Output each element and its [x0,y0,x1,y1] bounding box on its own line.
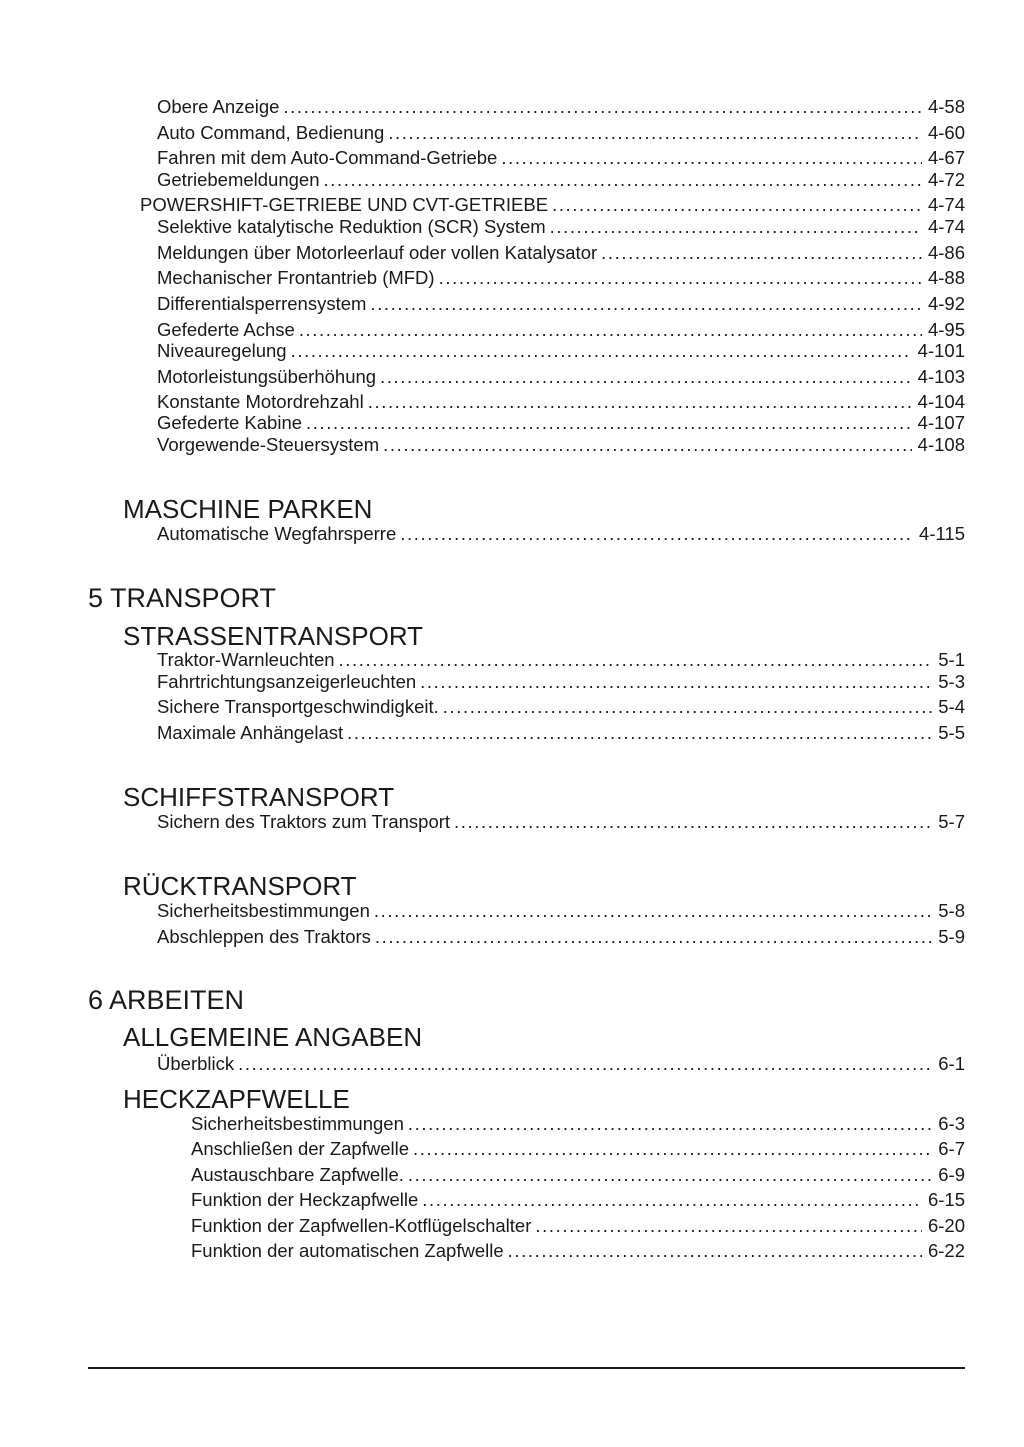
toc-entry-label: Funktion der Zapfwellen-Kotflügelschalter [191,1215,532,1236]
toc-entry-page: 4-58 [927,96,965,117]
leader-dots [439,267,922,289]
leader-dots [324,169,922,191]
toc-entry-page: 4-88 [927,267,965,288]
leader-dots [535,1215,922,1237]
leader-dots [422,1189,922,1211]
toc-entry-page: 6-7 [938,1138,965,1159]
toc-entry-label: Obere Anzeige [157,96,280,117]
section-heading-schiffstransport[interactable]: SCHIFFSTRANSPORT [123,782,395,812]
chapter-heading-transport[interactable]: 5 TRANSPORT [88,583,277,613]
leader-dots [501,147,922,169]
leader-dots [388,122,922,144]
toc-entry-page: 4-86 [927,242,965,263]
toc-entry[interactable] [157,1053,965,1075]
footer-divider [88,1367,965,1369]
toc-entry-label: Konstante Motordrehzahl [157,391,364,412]
section-heading-allgemeine-angaben[interactable]: ALLGEMEINE ANGABEN [123,1022,423,1052]
toc-entry-label: Vorgewende-Steuersystem [157,434,380,455]
toc-entry-page: 6-20 [927,1215,965,1236]
toc-entry-label: Gefederte Kabine [157,412,303,433]
toc-entry[interactable] [157,242,965,264]
leader-dots [550,216,922,238]
toc-entry[interactable] [157,926,965,948]
toc-entry-page: 4-107 [917,412,965,433]
toc-entry-page: 4-67 [927,147,965,168]
section-heading-strassentransport[interactable]: STRASSENTRANSPORT [123,621,424,651]
chapter-heading-arbeiten[interactable]: 6 ARBEITEN [88,985,245,1015]
leader-dots [347,722,932,744]
toc-entry[interactable] [191,1240,965,1262]
leader-dots [443,696,932,718]
toc-entry[interactable] [157,122,965,144]
toc-entry[interactable] [157,366,965,388]
toc-entry[interactable] [157,319,965,341]
leader-dots [375,926,932,948]
toc-entry[interactable] [157,811,965,833]
toc-entry[interactable] [157,293,965,315]
section-heading-maschine-parken[interactable]: MASCHINE PARKEN [123,494,373,524]
toc-entry-page: 4-108 [917,434,965,455]
toc-subsection-entry[interactable] [140,194,965,216]
leader-dots [306,412,912,434]
toc-entry-label: Funktion der Heckzapfwelle [191,1189,419,1210]
section-heading-heckzapfwelle[interactable]: HECKZAPFWELLE [123,1084,350,1114]
toc-entry[interactable] [191,1189,965,1211]
toc-entry-page: 4-92 [927,293,965,314]
leader-dots [400,523,913,545]
leader-dots [283,96,922,118]
toc-entry-page: 5-8 [938,900,965,921]
toc-entry[interactable] [191,1113,965,1135]
leader-dots [383,434,912,456]
toc-entry[interactable] [157,900,965,922]
toc-entry-label: Differentialsperrensystem [157,293,367,314]
toc-entry-label: Sichern des Traktors zum Transport [157,811,451,832]
toc-entry[interactable] [157,649,965,671]
toc-entry-label: Gefederte Achse [157,319,295,340]
toc-entry-label: Maximale Anhängelast [157,722,344,743]
toc-entry[interactable] [157,147,965,169]
toc-entry[interactable] [191,1215,965,1237]
toc-entry-page: 6-3 [938,1113,965,1134]
toc-entry-page: 5-1 [938,649,965,670]
toc-entry-page: 4-74 [927,216,965,237]
toc-entry-page: 4-74 [927,194,965,215]
leader-dots [413,1138,932,1160]
toc-entry[interactable] [157,523,965,545]
leader-dots [380,366,912,388]
toc-entry-page: 4-101 [917,340,965,361]
toc-entry[interactable] [157,96,965,118]
toc-entry-label: Sicherheitsbestimmungen [191,1113,404,1134]
toc-entry-page: 6-22 [927,1240,965,1261]
toc-entry-label: Traktor-Warnleuchten [157,649,335,670]
toc-entry-label: Austauschbare Zapfwelle. [191,1164,404,1185]
toc-entry-label: Sichere Transportgeschwindigkeit. [157,696,439,717]
toc-entry-page: 6-9 [938,1164,965,1185]
leader-dots [552,194,922,216]
leader-dots [508,1240,922,1262]
toc-entry-label: Funktion der automatischen Zapfwelle [191,1240,504,1261]
toc-entry-label: Motorleistungsüberhöhung [157,366,377,387]
leader-dots [601,242,922,264]
toc-entry-label: Überblick [157,1053,235,1074]
toc-entry[interactable] [157,412,965,434]
toc-entry-label: Anschließen der Zapfwelle [191,1138,409,1159]
toc-entry-page: 5-7 [938,811,965,832]
toc-entry-page: 6-1 [938,1053,965,1074]
toc-entry-page: 5-4 [938,696,965,717]
toc-entry-page: 5-3 [938,671,965,692]
leader-dots [454,811,932,833]
toc-entry-label: Meldungen über Motorleerlauf oder vollen Katalysator [157,242,598,263]
toc-entry-page: 4-95 [927,319,965,340]
toc-entry-label: Niveauregelung [157,340,287,361]
toc-entry-label: Fahrtrichtungsanzeigerleuchten [157,671,417,692]
toc-entry-label: Auto Command, Bedienung [157,122,385,143]
leader-dots [299,319,922,341]
toc-entry-label: POWERSHIFT-GETRIEBE UND CVT-GETRIEBE [140,194,549,215]
toc-entry[interactable] [157,267,965,289]
toc-entry[interactable] [157,216,965,238]
toc-entry[interactable] [157,169,965,191]
leader-dots [408,1164,932,1186]
toc-entry[interactable] [157,722,965,744]
toc-entry-label: Abschleppen des Traktors [157,926,371,947]
toc-entry-page: 4-60 [927,122,965,143]
toc-entry[interactable] [191,1164,965,1186]
leader-dots [370,293,922,315]
toc-entry[interactable] [157,696,965,718]
section-heading-ruecktransport[interactable]: RÜCKTRANSPORT [123,871,357,901]
leader-dots [368,391,912,413]
toc-entry-page: 6-15 [927,1189,965,1210]
toc-entry-page: 4-72 [927,169,965,190]
leader-dots [238,1053,932,1075]
toc-entry-page: 4-115 [919,523,965,544]
toc-entry[interactable] [157,434,965,456]
toc-entry-page: 5-9 [938,926,965,947]
toc-entry-label: Mechanischer Frontantrieb (MFD) [157,267,435,288]
toc-entry[interactable] [157,391,965,413]
toc-entry-label: Automatische Wegfahrsperre [157,523,397,544]
toc-entry[interactable] [157,340,965,362]
leader-dots [420,671,932,693]
toc-entry-page: 4-103 [917,366,965,387]
leader-dots [291,340,912,362]
toc-entry-label: Sicherheitsbestimmungen [157,900,370,921]
toc-entry-page: 4-104 [917,391,965,412]
toc-entry-label: Getriebemeldungen [157,169,320,190]
leader-dots [408,1113,932,1135]
toc-entry-label: Fahren mit dem Auto-Command-Getriebe [157,147,498,168]
toc-entry-label: Selektive katalytische Reduktion (SCR) System [157,216,546,237]
toc-entry[interactable] [191,1138,965,1160]
leader-dots [339,649,933,671]
leader-dots [374,900,932,922]
toc-entry-page: 5-5 [938,722,965,743]
toc-entry[interactable] [157,671,965,693]
